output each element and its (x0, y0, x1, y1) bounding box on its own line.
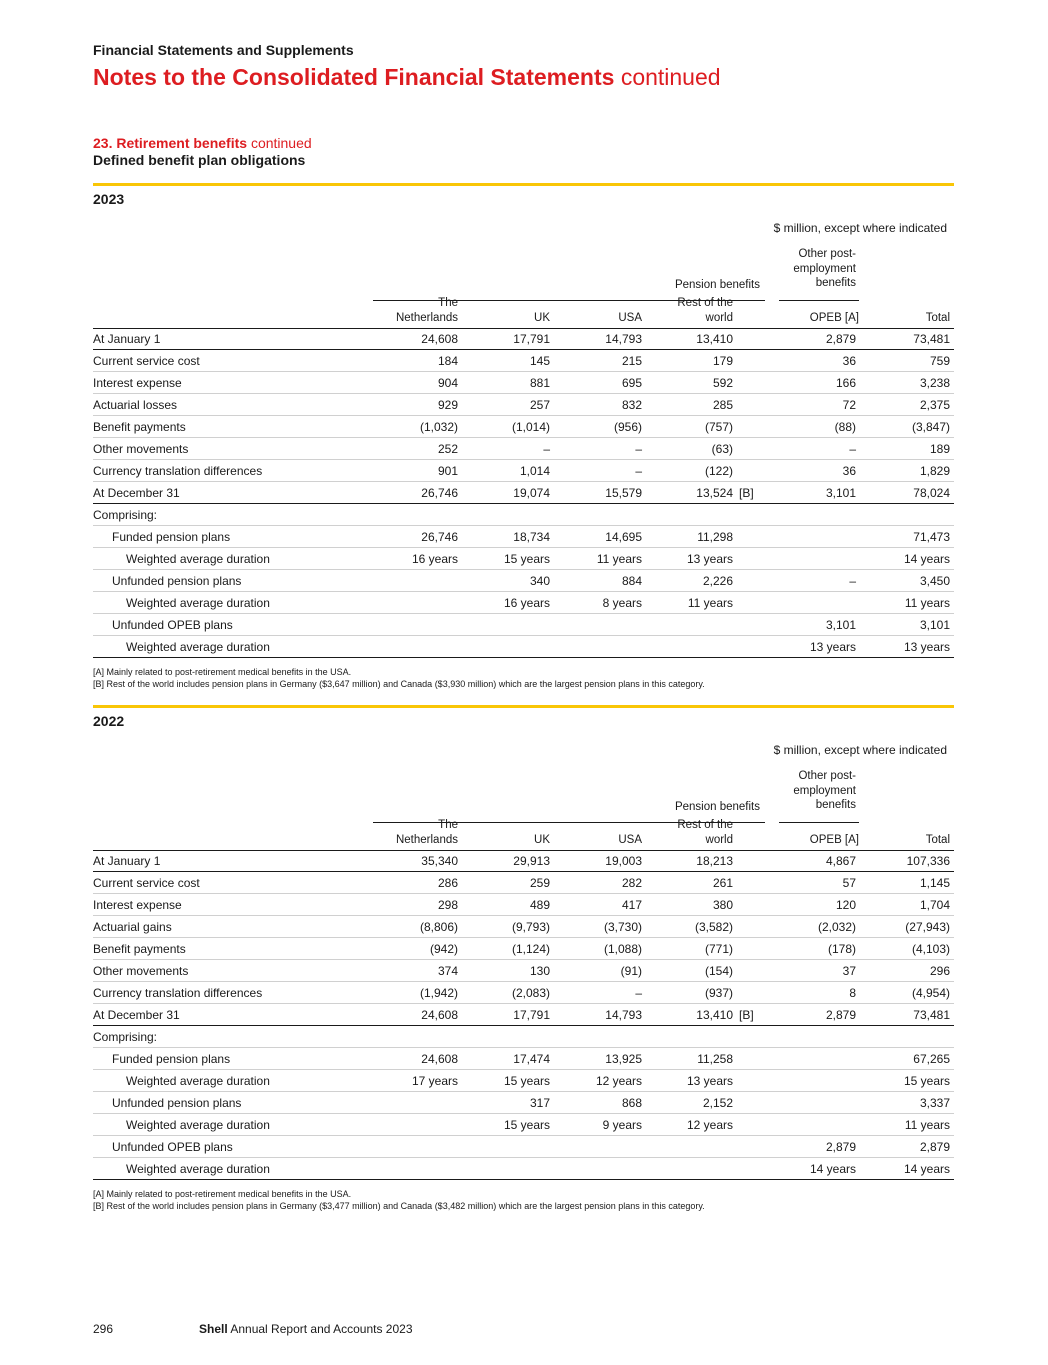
cell-value: 1,014 (519, 464, 550, 478)
yellow-rule (93, 705, 954, 708)
cell-value: – (849, 442, 856, 456)
cell-value: 15,579 (605, 486, 642, 500)
page-title-continued: continued (620, 64, 721, 90)
cell-value: 868 (621, 1096, 642, 1110)
cell-value: 13,925 (605, 1052, 642, 1066)
cell-value: 3,101 (825, 618, 856, 632)
cell-value: 3,101 (825, 486, 856, 500)
cell-value: 35,340 (421, 854, 458, 868)
table-row (93, 438, 954, 460)
col-netherlands: The Netherlands (395, 297, 458, 324)
row-label: At January 1 (93, 854, 161, 868)
section-subtitle: Defined benefit plan obligations (93, 152, 306, 168)
cell-value: 2,226 (702, 574, 733, 588)
cell-value: – (635, 464, 642, 478)
footnote-b: [B] Rest of the world includes pension plans in Germany ($3,477 million) and Canada ($3,482 million) which are the largest pension plans in this category. (93, 1201, 705, 1211)
cell-value: – (635, 986, 642, 1000)
cell-value: 832 (621, 398, 642, 412)
report-name: Annual Report and Accounts 2023 (230, 1322, 413, 1336)
table-row (93, 982, 954, 1004)
table-row (93, 394, 954, 416)
cell-value: 592 (712, 376, 733, 390)
table-row (93, 614, 954, 636)
col-uk: UK (534, 834, 550, 846)
cell-value: 285 (712, 398, 733, 412)
row-label: Other movements (93, 964, 189, 978)
cell-value: 18,734 (513, 530, 550, 544)
table-row (93, 1026, 954, 1048)
cell-value: 759 (929, 354, 950, 368)
cell-value: 120 (835, 898, 856, 912)
brand-name: Shell (199, 1322, 228, 1336)
row-label: Unfunded OPEB plans (112, 618, 233, 632)
cell-value: – (543, 442, 550, 456)
cell-value: 380 (712, 898, 733, 912)
row-label: Current service cost (93, 354, 200, 368)
row-label: Benefit payments (93, 420, 186, 434)
cell-value: 2,879 (825, 332, 856, 346)
section-title-text: 23. Retirement benefits (93, 135, 248, 151)
cell-value: (27,943) (905, 920, 950, 934)
row-label: Comprising: (93, 508, 158, 522)
col-total: Total (925, 312, 950, 324)
table-row (93, 960, 954, 982)
cell-value: 8 (849, 986, 856, 1000)
units-note: $ million, except where indicated (773, 221, 947, 235)
row-label: Current service cost (93, 876, 200, 890)
cell-value: – (635, 442, 642, 456)
table-row (93, 416, 954, 438)
table-row (93, 636, 954, 658)
cell-value: 14 years (903, 1162, 950, 1176)
table-row (93, 1136, 954, 1158)
table-row (93, 1158, 954, 1180)
cell-value: 252 (437, 442, 458, 456)
cell-value: 11 years (904, 596, 950, 610)
cell-value: 107,336 (906, 854, 950, 868)
cell-value: (91) (620, 964, 642, 978)
cell-value: 298 (437, 898, 458, 912)
cell-value: 317 (529, 1096, 550, 1110)
table-2023 (93, 183, 954, 693)
cell-value: 257 (529, 398, 550, 412)
cell-value: 14 years (809, 1162, 856, 1176)
row-label: Funded pension plans (112, 530, 231, 544)
table-row (93, 1004, 954, 1026)
cell-value: 14 years (903, 552, 950, 566)
cell-value: 19,003 (605, 854, 642, 868)
yellow-rule (93, 183, 954, 186)
cell-value: 2,879 (919, 1140, 950, 1154)
opeb-group-rule (779, 822, 859, 823)
cell-value: 17,474 (513, 1052, 550, 1066)
cell-value: 286 (437, 876, 458, 890)
cell-value: 189 (929, 442, 950, 456)
cell-value: 929 (437, 398, 458, 412)
cell-value: 13 years (903, 640, 950, 654)
table-row (93, 1048, 954, 1070)
cell-value: 72 (842, 398, 856, 412)
row-label: Interest expense (93, 898, 182, 912)
cell-value: 296 (929, 964, 950, 978)
cell-value: (1,032) (419, 420, 458, 434)
cell-value: 12 years (686, 1118, 733, 1132)
cell-value: (757) (704, 420, 733, 434)
cell-value: 73,481 (913, 1008, 950, 1022)
cell-value: 340 (529, 574, 550, 588)
cell-value: 24,608 (421, 1008, 458, 1022)
cell-value: 3,101 (919, 618, 950, 632)
table-year: 2022 (93, 713, 125, 729)
cell-value: 18,213 (696, 854, 733, 868)
cell-value: 13 years (686, 1074, 733, 1088)
table-row (93, 1114, 954, 1136)
row-label: Weighted average duration (126, 596, 270, 610)
table-row (93, 894, 954, 916)
cell-value: (4,954) (911, 986, 950, 1000)
cell-value: (4,103) (911, 942, 950, 956)
col-opeb: OPEB [A] (809, 312, 859, 324)
cell-value: 259 (529, 876, 550, 890)
cell-value: 3,238 (919, 376, 950, 390)
cell-value: 130 (529, 964, 550, 978)
pension-group-header: Pension benefits (674, 801, 760, 813)
cell-value: (956) (613, 420, 642, 434)
cell-value: 695 (621, 376, 642, 390)
cell-value: 15 years (503, 552, 550, 566)
col-total: Total (925, 834, 950, 846)
cell-value: (63) (711, 442, 733, 456)
cell-value: 374 (437, 964, 458, 978)
cell-value: 78,024 (913, 486, 950, 500)
cell-value: (1,088) (603, 942, 642, 956)
table-row (93, 872, 954, 894)
cell-value: 261 (712, 876, 733, 890)
row-label: Weighted average duration (126, 1162, 270, 1176)
cell-value: (937) (704, 986, 733, 1000)
cell-value: 13,410 (696, 1008, 733, 1022)
cell-value: 16 years (411, 552, 458, 566)
table-row (93, 482, 954, 504)
row-label: Funded pension plans (112, 1052, 231, 1066)
cell-value: (154) (704, 964, 733, 978)
row-label: Weighted average duration (126, 1118, 270, 1132)
cell-value: (1,124) (511, 942, 550, 956)
cell-value: 24,608 (421, 332, 458, 346)
footnote-a: [A] Mainly related to post-retirement medical benefits in the USA. (93, 667, 352, 677)
cell-value: (1,014) (511, 420, 550, 434)
col-opeb: OPEB [A] (809, 834, 859, 846)
cell-value: 11 years (904, 1118, 950, 1132)
cell-value: 13 years (686, 552, 733, 566)
cell-value: 2,879 (825, 1008, 856, 1022)
col-rest-of-world: Rest of the world (677, 297, 733, 324)
cell-value: (771) (704, 942, 733, 956)
cell-value: 2,879 (825, 1140, 856, 1154)
table-row (93, 372, 954, 394)
cell-value: – (849, 574, 856, 588)
cell-value: 36 (842, 464, 856, 478)
row-label: Interest expense (93, 376, 182, 390)
cell-value: 9 years (602, 1118, 642, 1132)
row-label: Benefit payments (93, 942, 186, 956)
row-label: Unfunded OPEB plans (112, 1140, 233, 1154)
cell-value: 166 (835, 376, 856, 390)
cell-value: 26,746 (421, 486, 458, 500)
cell-value: (942) (429, 942, 458, 956)
cell-value: 282 (621, 876, 642, 890)
cell-value: 15 years (503, 1074, 550, 1088)
cell-value: 14,793 (605, 332, 642, 346)
footnote-marker: [B] (739, 1008, 754, 1022)
row-label: Unfunded pension plans (112, 574, 242, 588)
cell-value: 3,337 (919, 1096, 950, 1110)
table-row (93, 938, 954, 960)
row-label: Unfunded pension plans (112, 1096, 242, 1110)
table-row (93, 504, 954, 526)
row-label: Weighted average duration (126, 640, 270, 654)
cell-value: 2,375 (919, 398, 950, 412)
table-row (93, 592, 954, 614)
opeb-group-header: Other post-employment benefits (793, 248, 856, 289)
table-row (93, 460, 954, 482)
cell-value: 1,829 (919, 464, 950, 478)
row-label: Currency translation differences (93, 464, 263, 478)
table-rows (93, 328, 954, 658)
table-row (93, 526, 954, 548)
cell-value: (178) (827, 942, 856, 956)
footnote-b: [B] Rest of the world includes pension plans in Germany ($3,647 million) and Canada ($3,930 million) which are the largest pension plans in this category. (93, 679, 705, 689)
cell-value: 26,746 (421, 530, 458, 544)
col-netherlands: The Netherlands (395, 819, 458, 846)
units-note: $ million, except where indicated (773, 743, 947, 757)
cell-value: (88) (834, 420, 856, 434)
cell-value: 904 (437, 376, 458, 390)
cell-value: 14,695 (605, 530, 642, 544)
cell-value: 17,791 (513, 332, 550, 346)
page-number: 296 (93, 1322, 114, 1336)
row-label: At December 31 (93, 486, 180, 500)
cell-value: 12 years (595, 1074, 642, 1088)
table-row (93, 916, 954, 938)
page-kicker: Financial Statements and Supplements (93, 42, 354, 58)
cell-value: 73,481 (913, 332, 950, 346)
cell-value: 184 (437, 354, 458, 368)
cell-value: 15 years (903, 1074, 950, 1088)
cell-value: (3,730) (603, 920, 642, 934)
cell-value: (8,806) (419, 920, 458, 934)
cell-value: 67,265 (913, 1052, 950, 1066)
table-row (93, 350, 954, 372)
row-label: Actuarial losses (93, 398, 178, 412)
footnote-a: [A] Mainly related to post-retirement medical benefits in the USA. (93, 1189, 352, 1199)
row-label: Weighted average duration (126, 552, 270, 566)
cell-value: 11,298 (697, 530, 733, 544)
cell-value: 29,913 (513, 854, 550, 868)
opeb-group-rule (779, 300, 859, 301)
section-title (93, 135, 312, 151)
cell-value: 24,608 (421, 1052, 458, 1066)
cell-value: 57 (842, 876, 856, 890)
cell-value: 11 years (687, 596, 733, 610)
cell-value: 489 (529, 898, 550, 912)
table-row (93, 850, 954, 872)
section-title-continued: continued (250, 135, 312, 151)
table-row (93, 1092, 954, 1114)
cell-value: 11,258 (697, 1052, 733, 1066)
cell-value: 71,473 (913, 530, 950, 544)
row-label: At December 31 (93, 1008, 180, 1022)
table-rows (93, 850, 954, 1180)
row-label: Weighted average duration (126, 1074, 270, 1088)
footnote-marker: [B] (739, 486, 754, 500)
pension-group-header: Pension benefits (674, 279, 760, 291)
cell-value: 16 years (503, 596, 550, 610)
row-label: At January 1 (93, 332, 161, 346)
cell-value: 19,074 (513, 486, 550, 500)
col-usa: USA (618, 834, 642, 846)
cell-value: 8 years (602, 596, 642, 610)
col-usa: USA (618, 312, 642, 324)
table-row (93, 1070, 954, 1092)
cell-value: 37 (842, 964, 856, 978)
table-2022 (93, 705, 954, 1215)
row-label: Comprising: (93, 1030, 158, 1044)
cell-value: 3,450 (919, 574, 950, 588)
cell-value: 13 years (809, 640, 856, 654)
opeb-group-header: Other post-employment benefits (793, 770, 856, 811)
cell-value: (2,083) (511, 986, 550, 1000)
cell-value: 17,791 (513, 1008, 550, 1022)
cell-value: 14,793 (605, 1008, 642, 1022)
cell-value: 215 (621, 354, 642, 368)
cell-value: 11 years (596, 552, 642, 566)
cell-value: 4,867 (825, 854, 856, 868)
col-uk: UK (534, 312, 550, 324)
cell-value: (122) (704, 464, 733, 478)
cell-value: (3,582) (694, 920, 733, 934)
cell-value: (9,793) (511, 920, 550, 934)
table-row (93, 328, 954, 350)
cell-value: (2,032) (817, 920, 856, 934)
page-title (93, 64, 721, 91)
row-label: Other movements (93, 442, 189, 456)
page-title-text: Notes to the Consolidated Financial Statements (93, 64, 615, 90)
cell-value: 1,704 (919, 898, 950, 912)
row-label: Currency translation differences (93, 986, 263, 1000)
table-row (93, 570, 954, 592)
col-rest-of-world: Rest of the world (677, 819, 733, 846)
cell-value: 2,152 (702, 1096, 733, 1110)
cell-value: 901 (437, 464, 458, 478)
table-row (93, 548, 954, 570)
footer-brand (199, 1322, 413, 1336)
cell-value: 145 (529, 354, 550, 368)
cell-value: 179 (712, 354, 733, 368)
table-year: 2023 (93, 191, 125, 207)
cell-value: (1,942) (419, 986, 458, 1000)
cell-value: 1,145 (919, 876, 950, 890)
cell-value: 884 (621, 574, 642, 588)
cell-value: 17 years (411, 1074, 458, 1088)
row-label: Actuarial gains (93, 920, 172, 934)
cell-value: 881 (529, 376, 550, 390)
cell-value: 13,410 (696, 332, 733, 346)
cell-value: 417 (621, 898, 642, 912)
cell-value: 15 years (503, 1118, 550, 1132)
cell-value: (3,847) (911, 420, 950, 434)
cell-value: 13,524 (696, 486, 733, 500)
cell-value: 36 (842, 354, 856, 368)
